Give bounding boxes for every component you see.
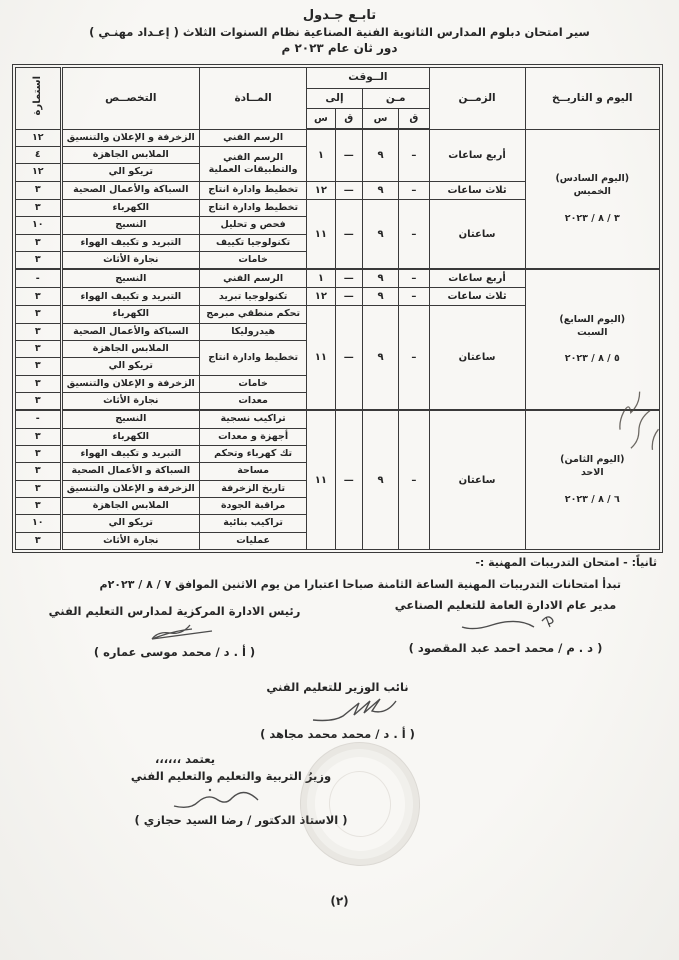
cell-time: – (399, 181, 429, 199)
schedule-body (16, 129, 660, 549)
cell-time: ١ (307, 129, 335, 181)
cell-form: ٣ (16, 463, 62, 480)
cell-time: – (399, 288, 429, 306)
col-header-day-date: اليوم و التاريــخ (525, 68, 659, 130)
col-header-subject: المــادة (200, 68, 307, 130)
day-weekday: السبت (577, 327, 608, 339)
cell-form: ٣ (16, 375, 62, 392)
cell-form: ٣ (16, 358, 62, 375)
cell-mada: تكنولوجيا تبريد (200, 288, 307, 306)
cell-spec: السباكة والأعمال الصحية (61, 323, 199, 340)
col-header-form (16, 68, 62, 130)
page-number: (٢) (330, 894, 349, 908)
signature-title: نائب الوزير للتعليم الفني (266, 680, 409, 694)
document-session-line: دور ثان عام ٢٠٢٣ م (281, 41, 398, 55)
cell-spec: التبريد و تكييف الهواء (61, 288, 199, 306)
cell-form: ٣ (16, 234, 62, 251)
cell-time: — (335, 129, 362, 181)
cell-form: ٣ (16, 288, 62, 306)
signature-name: ( أ . د / محمد محمد مجاهد ) (260, 727, 415, 741)
cell-time: – (399, 269, 429, 288)
cell-form: ١٠ (16, 515, 62, 532)
cell-form: ٣ (16, 323, 62, 340)
cell-form: ٣ (16, 497, 62, 514)
col-header-to: إلى (307, 88, 363, 109)
cell-form: ٣ (16, 251, 62, 269)
cell-mada: تاريخ الزخرفة (200, 480, 307, 497)
signature-title: رئيس الادارة المركزية لمدارس التعليم الفني (48, 604, 301, 618)
cell-mada: الرسم الفني (200, 129, 307, 146)
cell-form: ٣ (16, 428, 62, 445)
approval-word: يعتمد ،،،،،، (154, 752, 216, 766)
day-label: (اليوم الثامن) (560, 454, 625, 466)
cell-form: ٣ (16, 181, 62, 199)
cell-spec: الملابس الجاهزة (61, 147, 199, 164)
cell-spec: نجارة الأثاث (61, 532, 199, 549)
cell-spec: الكهرباء (61, 306, 199, 323)
signature-block-deputy-minister (175, 680, 500, 741)
col-header-from: مـن (362, 88, 429, 109)
cell-spec: النسيج (61, 269, 199, 288)
cell-mada: الرسم الفني والتطبيقات العملية (200, 147, 307, 182)
cell-spec: النسيج (61, 217, 199, 234)
cell-form: - (16, 410, 62, 428)
day-date: ٣ / ٨ / ٢٠٢٣ (564, 212, 620, 224)
col-header-time: الــوقت (307, 68, 429, 89)
cell-form: ٣ (16, 392, 62, 410)
cell-mada: خامات (200, 375, 307, 392)
col-header-from-hours: س (362, 109, 398, 130)
cell-time: – (399, 129, 429, 181)
signature-scribble (268, 695, 408, 725)
cell-form: ٣ (16, 340, 62, 357)
cell-form: ٣ (16, 306, 62, 323)
cell-time: — (335, 181, 362, 199)
day-date: ٥ / ٨ / ٢٠٢٣ (564, 353, 620, 365)
document-title: تابـع جـدول (302, 8, 377, 23)
cell-mada: الرسم الفني (200, 269, 307, 288)
day-weekday: الاحد (580, 467, 604, 479)
col-header-duration: الزمــن (429, 68, 525, 130)
cell-mada: معدات (200, 392, 307, 410)
cell-time: — (335, 199, 362, 269)
cell-zaman: ثلاث ساعات (429, 181, 525, 199)
cell-mada: فحص و تحليل (200, 217, 307, 234)
col-header-to-minutes: ق (335, 109, 362, 130)
cell-form: ١٠ (16, 217, 62, 234)
exam-schedule-table (15, 67, 660, 550)
cell-spec: الكهرباء (61, 199, 199, 216)
cell-time: ٩ (362, 288, 398, 306)
cell-mada: خامات (200, 251, 307, 269)
cell-zaman: ساعتان (429, 306, 525, 411)
cell-form: ٣ (16, 480, 62, 497)
cell-mada: مراقبة الجودة (200, 497, 307, 514)
col-header-specialization: التخصــص (61, 68, 199, 130)
cell-zaman: ثلاث ساعات (429, 288, 525, 306)
cell-day (525, 129, 659, 269)
cell-mada: تخطيط وادارة انتاج (200, 199, 307, 216)
cell-spec: نجارة الأثاث (61, 392, 199, 410)
cell-spec: نجارة الأثاث (61, 251, 199, 269)
signature-block-general-director (348, 598, 663, 655)
note-vocational-exams-heading: ثانياً: - امتحان التدريبات المهنية :- (475, 556, 657, 569)
cell-form: ٣ (16, 199, 62, 216)
note-vocational-exams-detail: تبدأ امتحانات التدريبات المهنية الساعة الثامنة صباحا اعتبارا من يوم الاثنين الموافق ٧ / ٨ / ٢٠٢٣م (99, 578, 621, 591)
cell-time: – (399, 199, 429, 269)
cell-form: ١٢ (16, 164, 62, 181)
cell-time: — (335, 410, 362, 549)
cell-spec: الزخرفة و الإعلان والتنسيق (61, 480, 199, 497)
signature-name: ( د . م / محمد احمد عبد المقصود ) (408, 641, 603, 655)
cell-mada: تكنولوجيا تكييف (200, 234, 307, 251)
cell-spec: تريكو الي (61, 358, 199, 375)
cell-mada: تخطيط وادارة انتاج (200, 340, 307, 375)
cell-mada: تحكم منطقي مبرمج (200, 306, 307, 323)
cell-mada: مساحة (200, 463, 307, 480)
cell-form: ٣ (16, 532, 62, 549)
cell-mada: تراكيب نسجية (200, 410, 307, 428)
schedule-table-frame (12, 64, 663, 553)
cell-mada: تك كهرباء وتحكم (200, 445, 307, 462)
cell-time: – (399, 306, 429, 411)
signature-scribble (148, 784, 278, 812)
day-label: (اليوم السادس) (555, 172, 630, 184)
cell-spec: الملابس الجاهزة (61, 497, 199, 514)
cell-time: ٩ (362, 129, 398, 181)
signature-name: ( الاستاذ الدكتور / رضا السيد حجازي ) (134, 813, 348, 827)
cell-mada: عمليات (200, 532, 307, 549)
cell-spec: التبريد و تكييف الهواء (61, 445, 199, 462)
cell-time: ١٢ (307, 181, 335, 199)
cell-time: ١ (307, 269, 335, 288)
cell-spec: النسيج (61, 410, 199, 428)
signature-scribble (446, 613, 566, 639)
cell-zaman: ساعتان (429, 199, 525, 269)
cell-time: – (399, 410, 429, 549)
cell-time: ١١ (307, 199, 335, 269)
cell-time: ٩ (362, 181, 398, 199)
cell-spec: التبريد و تكييف الهواء (61, 234, 199, 251)
day-label: (اليوم السابع) (559, 313, 626, 325)
cell-mada: أجهزة و معدات (200, 428, 307, 445)
cell-mada: تراكيب بنائية (200, 515, 307, 532)
cell-form: ٣ (16, 445, 62, 462)
document-subtitle: سير امتحان دبلوم المدارس الثانوية الفنية الصناعية نظام السنوات الثلاث ( إعـداد مهنـي ) (89, 25, 590, 39)
cell-zaman: أربع ساعات (429, 129, 525, 181)
col-header-form-label: استمارة (32, 76, 44, 116)
cell-time: ٩ (362, 199, 398, 269)
cell-time: — (335, 269, 362, 288)
signature-block-central-admin-head (22, 604, 327, 659)
cell-form: ٤ (16, 147, 62, 164)
cell-form: - (16, 269, 62, 288)
cell-spec: الكهرباء (61, 428, 199, 445)
cell-time: — (335, 306, 362, 411)
document-title-block (0, 8, 679, 55)
day-weekday: الخميس (573, 186, 611, 198)
col-header-to-hours: س (307, 109, 335, 130)
signature-name: ( أ . د / محمد موسى عماره ) (93, 645, 256, 659)
signature-title: مدير عام الادارة العامة للتعليم الصناعي (394, 598, 617, 612)
cell-spec: تريكو الي (61, 164, 199, 181)
cell-spec: الزخرفة و الإعلان والتنسيق (61, 129, 199, 146)
day-date: ٦ / ٨ / ٢٠٢٣ (564, 493, 620, 505)
signature-scribble (120, 619, 230, 643)
signature-title: وزيرُ التربية والتعليم والتعليم الفني (130, 769, 332, 783)
col-header-from-minutes: ق (399, 109, 429, 130)
cell-zaman: أربع ساعات (429, 269, 525, 288)
cell-time: ١١ (307, 306, 335, 411)
cell-time: ٩ (362, 306, 398, 411)
cell-form: ١٢ (16, 129, 62, 146)
cell-spec: السباكة و الأعمال الصحية (61, 463, 199, 480)
cell-spec: السباكة والأعمال الصحية (61, 181, 199, 199)
cell-time: ٩ (362, 269, 398, 288)
cell-spec: الملابس الجاهزة (61, 340, 199, 357)
cell-spec: الزخرفة و الإعلان والتنسيق (61, 375, 199, 392)
cell-time: ٩ (362, 410, 398, 549)
cell-time: ١١ (307, 410, 335, 549)
cell-zaman: ساعتان (429, 410, 525, 549)
cell-spec: تريكو الي (61, 515, 199, 532)
cell-mada: هيدروليكا (200, 323, 307, 340)
cell-time: — (335, 288, 362, 306)
cell-mada: تخطيط وادارة انتاج (200, 181, 307, 199)
cell-time: ١٢ (307, 288, 335, 306)
